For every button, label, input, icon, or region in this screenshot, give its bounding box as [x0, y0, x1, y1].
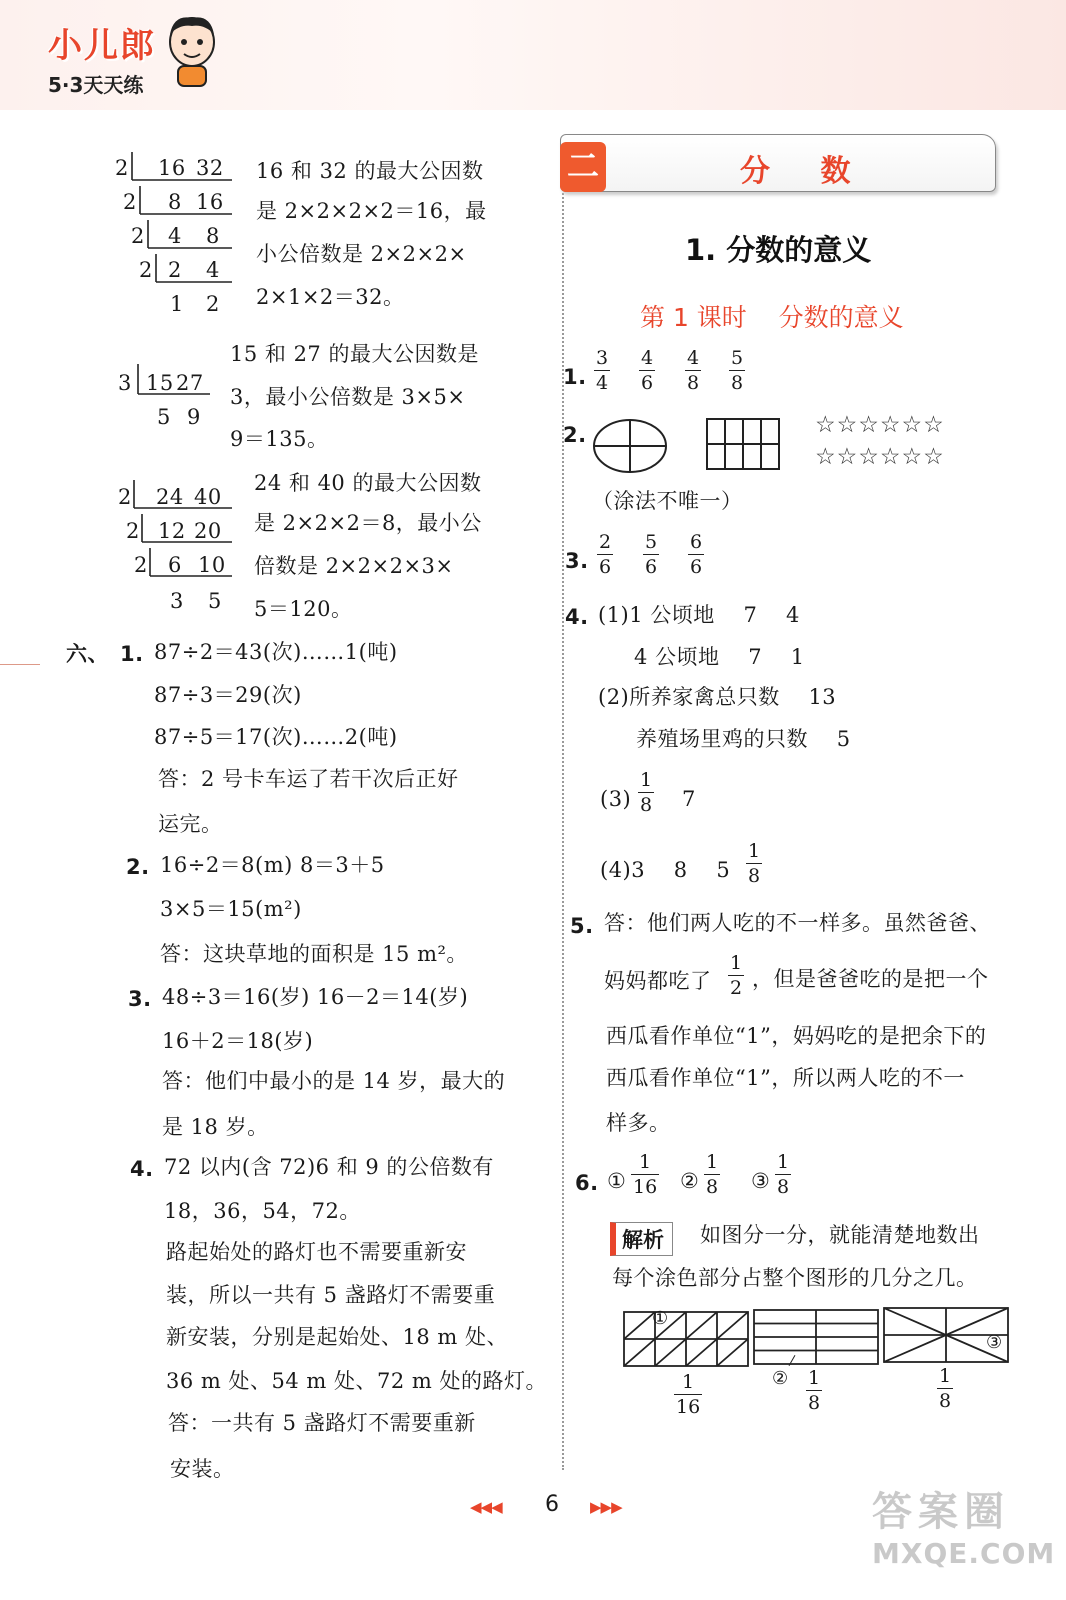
answer-line: 西瓜看作单位“1”，妈妈吃的是把余下的	[606, 1024, 987, 1048]
figure-eighths-strips	[752, 1308, 880, 1366]
answer-line: 路起始处的路灯也不需要重新安	[166, 1240, 467, 1264]
answer-line: 答：2 号卡车运了若干次后正好	[158, 767, 459, 791]
answer-line: (2)所养家禽总只数 13	[598, 685, 837, 709]
answer-line: (3)	[600, 787, 632, 811]
question-number: 3.	[565, 549, 589, 573]
div1-text: 小公倍数是 2×2×2×	[256, 242, 467, 266]
question-number: 2.	[126, 855, 150, 879]
answer-line: (4)3 8 5	[600, 858, 731, 882]
div2-a: 15	[146, 371, 174, 395]
item-mark: ①	[607, 1169, 627, 1193]
question-number: 5.	[570, 914, 594, 938]
answer-line: 是 18 岁。	[162, 1115, 269, 1139]
figure-label-1: ①	[652, 1308, 669, 1329]
question-number: 4.	[130, 1157, 154, 1181]
fraction: 1 8	[640, 769, 653, 816]
column-divider	[562, 150, 564, 1470]
figure-label-2: ②	[772, 1368, 789, 1389]
watermark-line1: 答案圈	[872, 1489, 1010, 1535]
answer-line: 答：一共有 5 盏路灯不需要重新	[168, 1411, 476, 1435]
div1-divisor: 2	[115, 156, 129, 180]
answer-line: 7	[682, 787, 696, 811]
answer-line: 36 m 处、54 m 处、72 m 处的路灯。	[166, 1369, 547, 1393]
div1-divisor: 2	[139, 258, 153, 282]
chapter-badge	[560, 142, 606, 192]
answer-line: 87÷5＝17(次)……2(吨)	[154, 725, 398, 749]
div1-b: 16	[196, 190, 224, 214]
answer-line: 3×5＝15(m²)	[160, 897, 302, 921]
answer-line: 装，所以一共有 5 盏路灯不需要重	[166, 1283, 496, 1307]
question-number: 4.	[565, 605, 589, 629]
fraction: 1 8	[777, 1151, 790, 1198]
div2-a: 5	[157, 405, 171, 429]
analysis-line: 每个涂色部分占整个图形的几分之几。	[612, 1266, 978, 1290]
div2-text: 15 和 27 的最大公因数是	[230, 342, 479, 366]
analysis-tag	[610, 1222, 673, 1256]
star-row: ☆☆☆☆☆☆	[815, 444, 945, 470]
fraction: 6 6	[690, 531, 703, 578]
item-mark: ②	[680, 1169, 700, 1193]
brand-logo	[48, 18, 156, 98]
fraction: 5 6	[645, 531, 658, 578]
fraction: 1 16	[676, 1371, 701, 1418]
lesson-title: 第 1 课时 分数的意义	[640, 303, 904, 332]
figure-label-3: ③	[986, 1332, 1003, 1353]
note: （涂法不唯一）	[592, 489, 743, 513]
div1-text: 16 和 32 的最大公因数	[256, 159, 484, 183]
div1-b: 32	[196, 156, 224, 180]
question-number: 6.	[575, 1171, 599, 1195]
div3-b: 10	[198, 553, 226, 577]
div3-divisor: 2	[134, 553, 148, 577]
div2-text: 9＝135。	[230, 427, 329, 451]
div3-a: 12	[158, 519, 186, 543]
div1-b: 8	[206, 224, 220, 248]
watermark-line2: MXQE.COM	[872, 1537, 1056, 1570]
answer-line: 18，36，54，72。	[164, 1199, 361, 1223]
analysis-line: 如图分一分，就能清楚地数出	[700, 1223, 980, 1247]
div3-divisor: 2	[118, 485, 132, 509]
answer-line: 48÷3＝16(岁) 16－2＝14(岁)	[162, 985, 469, 1009]
div1-divisor: 2	[123, 190, 137, 214]
grid-figure	[705, 417, 783, 473]
answer-line: 16＋2＝18(岁)	[162, 1029, 314, 1053]
margin-mark	[0, 664, 40, 665]
fraction: 4 6	[641, 347, 654, 394]
div2-text: 3，最小公倍数是 3×5×	[230, 385, 466, 409]
page-number: 6	[545, 1492, 559, 1517]
div2-b: 9	[187, 405, 201, 429]
fraction: 1 16	[633, 1151, 658, 1198]
answer-line: 答：他们两人吃的不一样多。虽然爸爸、	[604, 911, 991, 935]
answer-line: 妈妈都吃了	[604, 969, 712, 993]
answer-line: (1)1 公顷地 7 4	[598, 603, 800, 627]
star-row: ☆☆☆☆☆☆	[815, 412, 945, 438]
div3-text: 倍数是 2×2×2×3×	[254, 554, 454, 578]
fraction: 4 8	[687, 347, 700, 394]
div1-a: 16	[158, 156, 186, 180]
answer-line: 样多。	[606, 1111, 671, 1135]
fraction: 1 8	[706, 1151, 719, 1198]
answer-line: 答：这块草地的面积是 15 m²。	[160, 942, 468, 966]
div3-a: 24	[156, 485, 184, 509]
question-number: 3.	[128, 987, 152, 1011]
fraction: 3 4	[596, 347, 609, 394]
figure-sixteenths	[622, 1310, 750, 1368]
answer-line: 养殖场里鸡的只数 5	[636, 727, 851, 751]
answer-line: 运完。	[158, 812, 223, 836]
fraction: 1 2	[730, 952, 743, 999]
watermark	[872, 1480, 1055, 1570]
prev-page-arrows: ◀◀◀	[470, 1498, 502, 1516]
fraction: 2 6	[599, 531, 612, 578]
question-number: 1.	[563, 365, 587, 389]
div3-a: 6	[168, 553, 182, 577]
fraction: 5 8	[731, 347, 744, 394]
answer-line: 新安装，分别是起始处、18 m 处、	[166, 1325, 508, 1349]
div3-text: 是 2×2×2＝8，最小公	[254, 511, 482, 535]
div3-text: 24 和 40 的最大公因数	[254, 471, 482, 495]
div2-divisor: 3	[118, 371, 132, 395]
section-label: 六、	[66, 642, 109, 666]
fraction: 1 8	[808, 1367, 821, 1414]
answer-line: 72 以内(含 72)6 和 9 的公倍数有	[164, 1155, 494, 1179]
answer-line: 4 公顷地 7 1	[634, 645, 805, 669]
chapter-title: 分 数	[740, 154, 871, 189]
question-number: 2.	[563, 423, 587, 447]
div1-a: 8	[168, 190, 182, 214]
fraction: 1 8	[939, 1365, 952, 1412]
answer-line: 答：他们中最小的是 14 岁，最大的	[162, 1069, 506, 1093]
div3-divisor: 2	[126, 519, 140, 543]
div1-a: 2	[168, 258, 182, 282]
answer-line: ，但是爸爸吃的是把一个	[752, 967, 989, 991]
div3-b: 20	[194, 519, 222, 543]
item-mark: ③	[751, 1169, 771, 1193]
div1-a: 1	[170, 292, 184, 316]
answer-line: 西瓜看作单位“1”，所以两人吃的不一	[606, 1066, 965, 1090]
div1-divisor: 2	[131, 224, 145, 248]
answer-line: 安装。	[170, 1457, 235, 1481]
div1-a: 4	[168, 224, 182, 248]
answer-line: 87÷2＝43(次)……1(吨)	[154, 640, 398, 664]
div1-b: 4	[206, 258, 220, 282]
div2-b: 27	[176, 371, 204, 395]
div1-text: 2×1×2＝32。	[256, 285, 405, 309]
brand-series: 5·3天天练	[48, 73, 144, 97]
fraction: 1 8	[748, 840, 761, 887]
div3-a: 3	[170, 589, 184, 613]
div1-text: 是 2×2×2×2＝16，最	[256, 199, 487, 223]
answer-line: 16÷2＝8(m) 8＝3＋5	[160, 853, 385, 877]
brand-name: 小儿郎	[48, 26, 156, 66]
div3-b: 40	[194, 485, 222, 509]
div3-text: 5＝120。	[254, 597, 353, 621]
section-title: 1. 分数的意义	[685, 233, 872, 267]
answer-line: 87÷3＝29(次)	[154, 683, 302, 707]
oval-figure	[592, 418, 672, 476]
next-page-arrows: ▶▶▶	[590, 1498, 622, 1516]
chapter-badge-text: 二	[566, 147, 599, 185]
analysis-tag-text: 解析	[622, 1228, 664, 1252]
mascot-icon	[160, 12, 224, 88]
question-number: 1.	[120, 642, 144, 666]
div3-b: 5	[208, 589, 222, 613]
div1-b: 2	[206, 292, 220, 316]
